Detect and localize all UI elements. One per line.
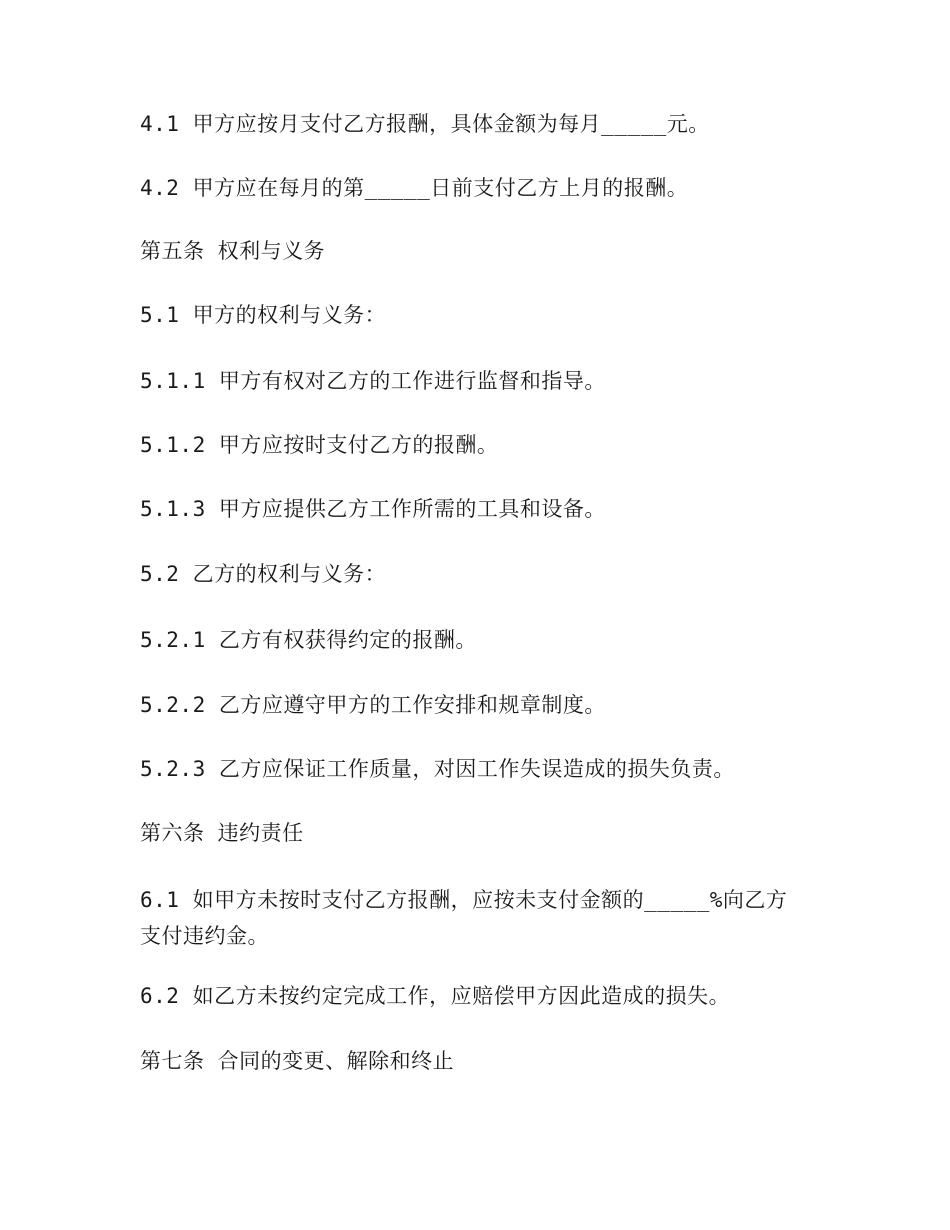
article-5-heading: 第五条 权利与义务 [140,239,326,263]
clause-5-1-2: 5.1.2 甲方应按时支付乙方的报酬。 [140,433,499,457]
clause-5-1-3: 5.1.3 甲方应提供乙方工作所需的工具和设备。 [140,497,606,521]
article-7-heading: 第七条 合同的变更、解除和终止 [140,1049,455,1073]
clause-4-2: 4.2 甲方应在每月的第_____日前支付乙方上月的报酬。 [140,176,689,200]
clause-4-1: 4.1 甲方应按月支付乙方报酬，具体金额为每月_____元。 [140,112,710,136]
article-6-heading: 第六条 违约责任 [140,821,304,845]
clause-5-2: 5.2 乙方的权利与义务： [140,562,387,586]
clause-5-1: 5.1 甲方的权利与义务： [140,303,387,327]
clause-5-2-3: 5.2.3 乙方应保证工作质量，对因工作失误造成的损失负责。 [140,757,735,781]
clause-6-1: 6.1 如甲方未按时支付乙方报酬，应按未支付金额的_____%向乙方支付违约金。 [140,888,788,948]
clause-5-2-1: 5.2.1 乙方有权获得约定的报酬。 [140,628,477,652]
clause-6-2: 6.2 如乙方未按约定完成工作，应赔偿甲方因此造成的损失。 [140,984,731,1008]
clause-5-2-2: 5.2.2 乙方应遵守甲方的工作安排和规章制度。 [140,693,606,717]
clause-5-1-1: 5.1.1 甲方有权对乙方的工作进行监督和指导。 [140,369,606,393]
